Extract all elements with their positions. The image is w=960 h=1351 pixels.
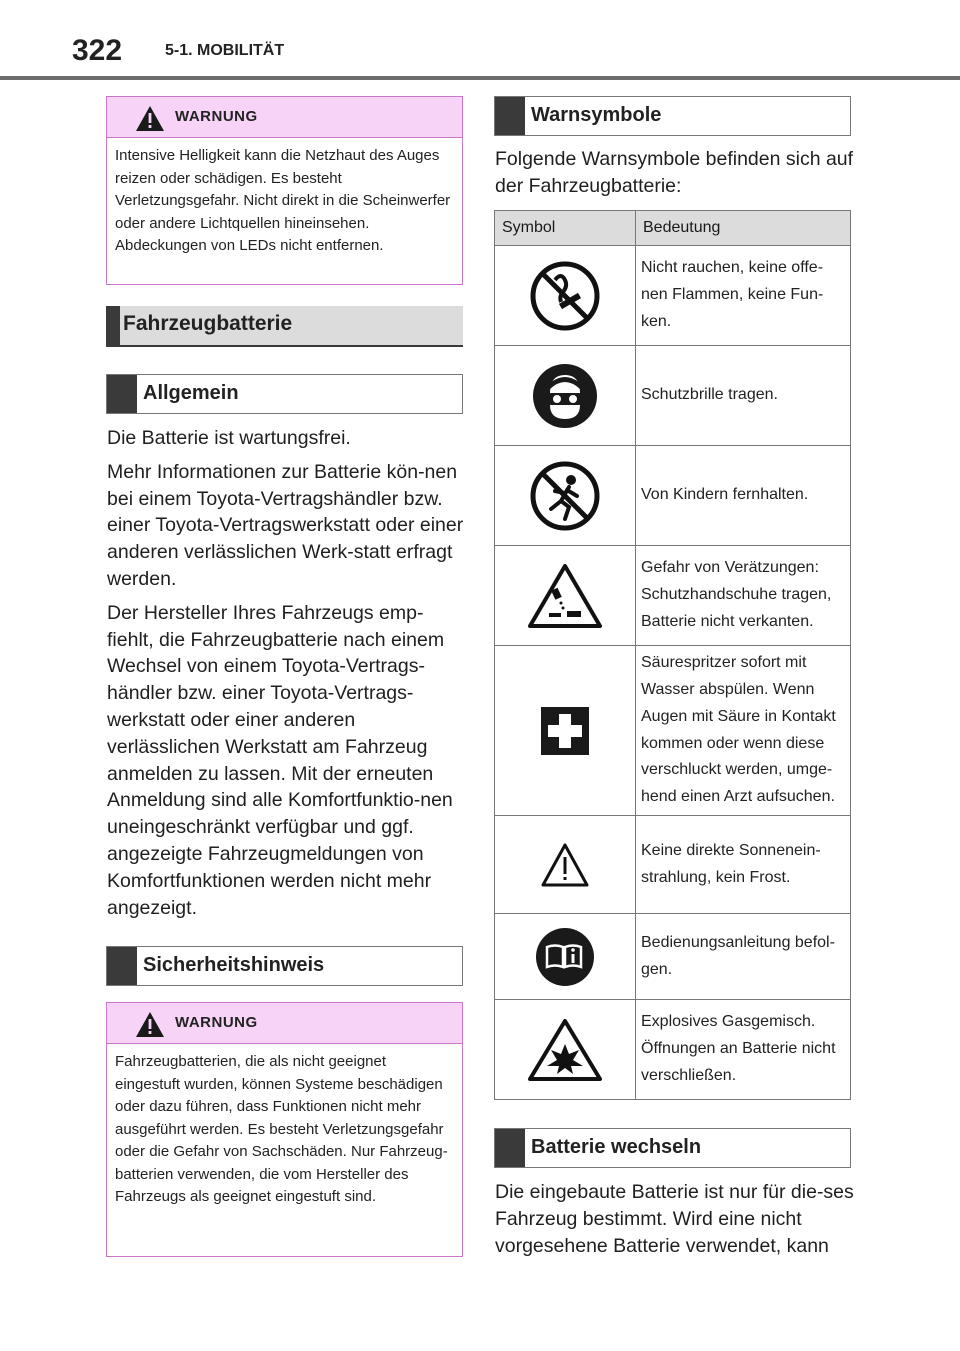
heading-batterie-wechseln: Batterie wechseln [494, 1128, 851, 1168]
warning-box-led [106, 96, 463, 285]
keep-children-away-icon [529, 460, 601, 532]
warning-text: Fahrzeugbatterien, die als nicht geeignet eingestuft wurden, können Systeme beschädigen oder dazu führen, dass Funktionen nicht mehr ausgeführt werden. Es besteht Verletzungsgefahr oder die Gefahr von Sachschäden. Nur Fahrzeug-batterien verwenden, die vom Hersteller des Fahrzeugs als geeignet eingestuft sind. [115, 1053, 448, 1205]
heading-fahrzeugbatterie: Fahrzeugbatterie [106, 306, 463, 346]
section-title: 5-1. MOBILITÄT [165, 42, 285, 59]
warning-triangle-icon [135, 1011, 165, 1038]
corrosive-icon [527, 563, 603, 629]
manual-icon [535, 927, 595, 987]
explosive-icon [527, 1018, 603, 1082]
warning-header [107, 1003, 462, 1044]
warning-text: Intensive Helligkeit kann die Netzhaut des Auges reizen oder schädigen. Es besteht Verletzungsgefahr. Nicht direkt in die Scheinwerfer oder andere Lichtquellen hineinsehen. Abdeckungen von LEDs nicht entfernen. [115, 147, 451, 254]
table-row: Säurespritzer sofort mit Wasser abspülen. Wenn Augen mit Säure in Kontakt kommen oder wenn diese verschluckt werden, umge-hend einen Arzt aufsuchen. [495, 646, 851, 816]
table-row: Keine direkte Sonnenein-strahlung, kein Frost. [495, 816, 851, 914]
warning-triangle-icon [135, 105, 165, 132]
heading-sicherheitshinweis: Sicherheitshinweis [106, 946, 463, 986]
no-smoking-icon [529, 260, 601, 332]
paragraph: Die Batterie ist wartungsfrei. [107, 427, 351, 449]
table-row: Von Kindern fernhalten. [495, 446, 851, 546]
warnsymbole-intro: Folgende Warnsymbole befinden sich auf der Fahrzeugbatterie: [495, 148, 854, 197]
paragraph: Mehr Informationen zur Batterie kön-nen bei einem Toyota-Vertragshändler bzw. einer Toyota-Vertragswerkstatt oder einer anderen verlässlichen Werk-statt erfragt werden. [107, 460, 464, 590]
warning-icon [541, 843, 589, 887]
warning-title: WARNUNG [175, 108, 258, 125]
paragraph: Der Hersteller Ihres Fahrzeugs emp-fiehlt, die Fahrzeugbatterie nach einem Wechsel von einem Toyota-Vertrags-händler bzw. einer Toyota-Vertrags-werkstatt oder einer anderen verlässlichen Werkstatt am Fahrzeug anmelden zu lassen. Mit der erneuten Anmeldung sind alle Komfortfunktio-nen uneingeschränkt verfügbar und ggf. angezeigte Fahrzeugmeldungen von Komfortfunktionen werden nicht mehr angezeigt. [107, 601, 453, 919]
allgemein-text [107, 425, 467, 928]
header-divider [0, 76, 960, 80]
table-header-row [495, 211, 851, 246]
warning-header [107, 97, 462, 138]
warning-title: WARNUNG [175, 1014, 258, 1031]
table-row: Nicht rauchen, keine offe-nen Flammen, keine Fun-ken. [495, 246, 851, 346]
page-number: 322 [72, 34, 123, 67]
page-header [0, 0, 960, 80]
heading-allgemein: Allgemein [106, 374, 463, 414]
column-header-bedeutung: Bedeutung [636, 211, 851, 246]
first-aid-icon [541, 707, 589, 755]
heading-warnsymbole: Warnsymbole [494, 96, 851, 136]
column-header-symbol: Symbol [495, 211, 636, 246]
table-row: Bedienungsanleitung befol-gen. [495, 914, 851, 1000]
warning-box-battery [106, 1002, 463, 1257]
table-row: Schutzbrille tragen. [495, 346, 851, 446]
goggles-icon [532, 363, 598, 429]
heading-underline [106, 345, 463, 347]
table-row: Gefahr von Verätzungen: Schutzhandschuhe tragen, Batterie nicht verkanten. [495, 546, 851, 646]
table-row: Explosives Gasgemisch. Öffnungen an Batterie nicht verschließen. [495, 1000, 851, 1100]
batterie-wechseln-text: Die eingebaute Batterie ist nur für die-ses Fahrzeug bestimmt. Wird eine nicht vorgesehene Batterie verwendet, kann [495, 1181, 854, 1257]
warning-symbols-table [494, 210, 851, 1100]
